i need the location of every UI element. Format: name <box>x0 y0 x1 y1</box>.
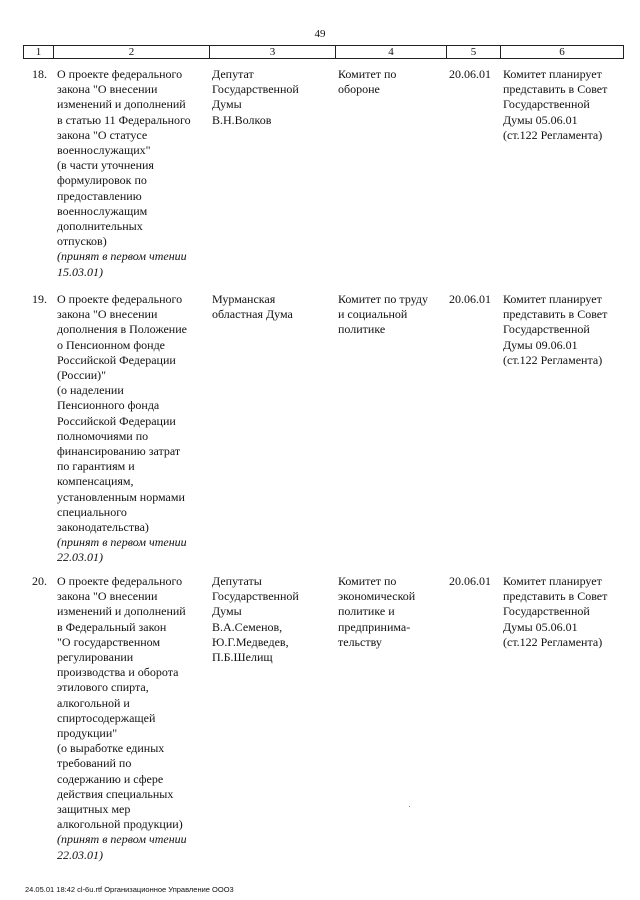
bill-author <box>212 292 293 322</box>
cell-line: закона "О внесении <box>57 307 158 322</box>
cell-line: политике и <box>338 604 395 619</box>
cell-line: (России)" <box>57 368 107 383</box>
cell-line: Государственной <box>212 82 299 97</box>
cell-line: Комитет по <box>338 67 397 81</box>
cell-line: полномочиями по <box>57 428 149 443</box>
column-header: 5 <box>447 46 501 59</box>
cell-line: В.Н.Волков <box>212 112 272 127</box>
cell-line: политике <box>338 322 386 337</box>
cell-line: тельству <box>338 634 382 649</box>
consideration-date: 20.06.01 <box>449 292 491 306</box>
column-header: 2 <box>54 46 210 59</box>
cell-line: защитных мер <box>57 802 131 817</box>
status-note <box>503 574 607 650</box>
row-number: 18. <box>32 67 47 81</box>
reading-note-line: (принят в первом чтении <box>57 535 187 550</box>
cell-line: изменений и дополнений <box>57 97 186 112</box>
cell-line: этилового спирта, <box>57 680 149 695</box>
cell-line: представить в Совет <box>503 307 608 322</box>
column-header: 3 <box>210 46 336 59</box>
cell-line: Мурманская <box>212 292 276 306</box>
cell-line: обороне <box>338 82 380 97</box>
cell-line: предоставлению <box>57 188 142 203</box>
cell-line: Комитет планирует <box>503 67 602 81</box>
responsible-committee <box>338 574 415 650</box>
cell-line: представить в Совет <box>503 82 608 97</box>
cell-line: Комитет планирует <box>503 292 602 306</box>
bill-author <box>212 574 299 665</box>
consideration-date: 20.06.01 <box>449 67 491 81</box>
cell-line: (ст.122 Регламента) <box>503 127 603 142</box>
reading-note-line: 15.03.01) <box>57 264 103 279</box>
cell-line: (ст.122 Регламента) <box>503 634 603 649</box>
cell-line: производства и оборота <box>57 665 179 680</box>
cell-line: Комитет планирует <box>503 574 602 588</box>
consideration-date: 20.06.01 <box>449 574 491 588</box>
cell-line: содержанию и сфере <box>57 771 164 786</box>
cell-line: предпринима- <box>338 619 411 634</box>
bill-author <box>212 67 299 128</box>
cell-line: Депутаты <box>212 574 262 588</box>
row-number: 20. <box>32 574 47 588</box>
cell-line: алкогольной и <box>57 695 130 710</box>
cell-line: представить в Совет <box>503 589 608 604</box>
cell-line: требований по <box>57 756 132 771</box>
cell-line: и социальной <box>338 307 408 322</box>
footer-print-info: 24.05.01 18:42 cl-6u.rtf Организационное Управление ООО3 <box>25 885 234 894</box>
cell-line: алкогольной продукции) <box>57 817 183 832</box>
column-header: 6 <box>501 46 624 59</box>
reading-note-line: (принят в первом чтении <box>57 832 187 847</box>
cell-line: специального <box>57 504 127 519</box>
row-number: 19. <box>32 292 47 306</box>
bill-title <box>57 574 187 863</box>
cell-line: военнослужащих" <box>57 143 151 158</box>
cell-line: Думы 05.06.01 <box>503 112 578 127</box>
reading-note-line: 22.03.01) <box>57 847 103 862</box>
cell-line: Государственной <box>503 322 590 337</box>
bill-title <box>57 292 187 566</box>
cell-line: Думы <box>212 97 242 112</box>
cell-line: Государственной <box>212 589 299 604</box>
cell-line: в статью 11 Федерального <box>57 112 191 127</box>
cell-line: Ю.Г.Медведев, <box>212 634 289 649</box>
cell-line: (в части уточнения <box>57 158 154 173</box>
cell-line: экономической <box>338 589 416 604</box>
cell-line: П.Б.Шелищ <box>212 650 273 665</box>
status-note <box>503 67 607 143</box>
cell-line: продукции" <box>57 726 118 741</box>
column-header-row <box>23 45 624 59</box>
cell-line: (ст.122 Регламента) <box>503 352 603 367</box>
cell-line: О проекте федерального <box>57 67 183 81</box>
cell-line: Пенсионного фонда <box>57 398 160 413</box>
reading-note-line: (принят в первом чтении <box>57 249 187 264</box>
status-note <box>503 292 607 368</box>
cell-line: (о выработке единых <box>57 741 165 756</box>
cell-line: Думы 05.06.01 <box>503 619 578 634</box>
cell-line: по гарантиям и <box>57 459 135 474</box>
cell-line: "О государственном <box>57 634 161 649</box>
cell-line: областная Дума <box>212 307 293 322</box>
cell-line: закона "О внесении <box>57 589 158 604</box>
scan-speck <box>409 806 410 807</box>
cell-line: компенсациям, <box>57 474 134 489</box>
cell-line: закона "О внесении <box>57 82 158 97</box>
cell-line: финансированию затрат <box>57 444 181 459</box>
cell-line: дополнительных <box>57 219 143 234</box>
cell-line: законодательства) <box>57 520 149 535</box>
cell-line: В.А.Семенов, <box>212 619 283 634</box>
cell-line: отпусков) <box>57 234 107 249</box>
cell-line: регулировании <box>57 650 134 665</box>
cell-line: установленным нормами <box>57 489 185 504</box>
cell-line: Думы 09.06.01 <box>503 337 578 352</box>
cell-line: Российской Федерации <box>57 413 176 428</box>
cell-line: О проекте федерального <box>57 574 183 588</box>
cell-line: Думы <box>212 604 242 619</box>
cell-line: закона "О статусе <box>57 127 148 142</box>
cell-line: дополнения в Положение <box>57 322 187 337</box>
reading-note-line: 22.03.01) <box>57 550 103 565</box>
cell-line: военнослужащим <box>57 203 148 218</box>
cell-line: спиртосодержащей <box>57 710 156 725</box>
cell-line: Депутат <box>212 67 254 81</box>
cell-line: Государственной <box>503 604 590 619</box>
column-header: 4 <box>336 46 447 59</box>
cell-line: Комитет по труду <box>338 292 429 306</box>
cell-line: Комитет по <box>338 574 397 588</box>
cell-line: Государственной <box>503 97 590 112</box>
cell-line: (о наделении <box>57 383 124 398</box>
page-number: 49 <box>314 28 326 40</box>
bill-title <box>57 67 191 280</box>
responsible-committee <box>338 67 396 97</box>
cell-line: Российской Федерации <box>57 352 176 367</box>
cell-line: изменений и дополнений <box>57 604 186 619</box>
cell-line: о Пенсионном фонде <box>57 337 165 352</box>
column-header: 1 <box>24 46 54 59</box>
cell-line: О проекте федерального <box>57 292 183 306</box>
cell-line: в Федеральный закон <box>57 619 167 634</box>
cell-line: формулировок по <box>57 173 147 188</box>
cell-line: действия специальных <box>57 786 174 801</box>
responsible-committee <box>338 292 428 338</box>
